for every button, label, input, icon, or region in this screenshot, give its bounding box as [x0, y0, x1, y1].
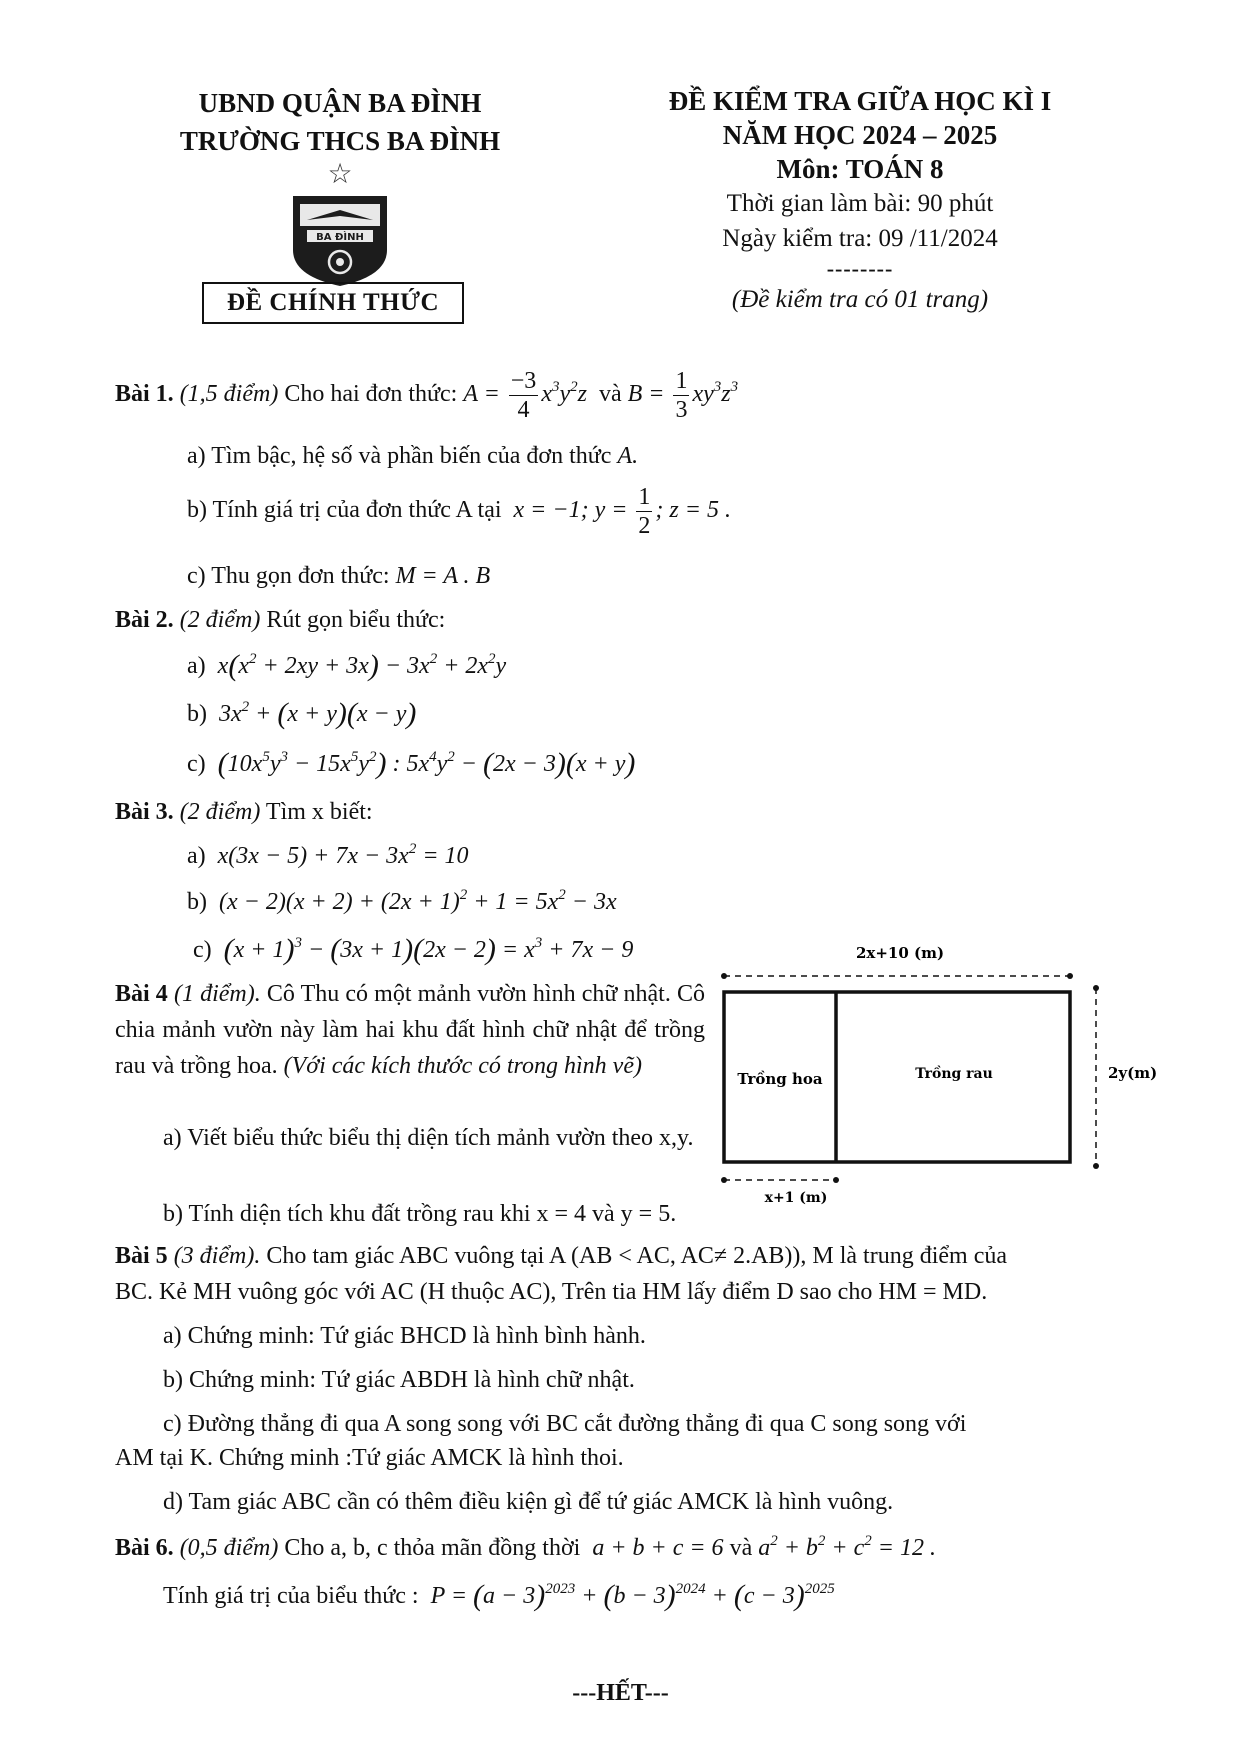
top-dimension-label: 2x+10 (m): [855, 944, 945, 962]
duration: Thời gian làm bài: 90 phút: [726, 190, 994, 217]
bai4-a: a) Viết biểu thức biểu thị diện tích mảnh vườn theo x,y.: [163, 1125, 694, 1151]
bai3-c: c) $(x + 1)^3 - (3x + 1)(2x - 2) = x^3 + 7x - 9$: [193, 933, 634, 966]
subject: Môn: TOÁN 8: [776, 154, 944, 184]
star-icon: ☆: [327, 159, 353, 190]
bai5-c2: AM tại K. Chứng minh :Tứ giác AMCK là hình thoi.: [115, 1445, 624, 1471]
bai6-line2: Tính giá trị của biểu thức : $P = (a - 3)^{2023} + (b - 3)^{2024} + (c - 3)^{2025}$: [163, 1579, 835, 1612]
bai3-a: a) $x(3x - 5) + 7x - 3x^2 = 10$: [187, 841, 469, 869]
bai5-d: d) Tam giác ABC cần có thêm điều kiện gì để tứ giác AMCK là hình vuông.: [163, 1489, 894, 1515]
bai2-a: a) $x(x^2 + 2xy + 3x) - 3x^2 + 2x^2y$: [187, 649, 507, 682]
bai3-b: b) $(x - 2)(x + 2) + (2x + 1)^2 + 1 = 5x^2 - 3x$: [187, 887, 617, 915]
bai3-heading: Bài 3. (2 điểm) Tìm x biết:: [115, 799, 373, 825]
school-logo: [285, 190, 395, 288]
bai5-line2: BC. Kẻ MH vuông góc với AC (H thuộc AC), Trên tia HM lấy điểm D sao cho HM = MD.: [115, 1279, 988, 1305]
bai5-a: a) Chứng minh: Tứ giác BHCD là hình bình hành.: [163, 1323, 646, 1349]
bai1-heading: Bài 1. (1,5 điểm) Cho hai đơn thức: A = $\frac{-3}{4}$ $x^3y^2z$ và B = $\frac{1}{3}$ $xy^3z^3$: [115, 367, 739, 423]
bai5-b: b) Chứng minh: Tứ giác ABDH là hình chữ nhật.: [163, 1367, 635, 1393]
bai6-line1: Bài 6. (0,5 điểm) Cho a, b, c thỏa mãn đồng thời a + b + c = 6 và $a^2 + b^2 + c^2 = 12$ .: [115, 1533, 936, 1561]
header-divider: --------: [826, 256, 894, 281]
bai2-c: c) $(10x^5y^3 - 15x^5y^2)$ : $5x^4y^2 - (2x - 3)(x + y)$: [187, 747, 636, 780]
vegetable-area-label: Trồng rau: [915, 1066, 993, 1082]
exam-date: Ngày kiểm tra: 09 /11/2024: [722, 225, 998, 252]
bai5-line1: Bài 5 (3 điểm). Cho tam giác ABC vuông tại A (AB < AC, AC≠ 2.AB)), M là trung điểm của: [115, 1243, 1007, 1269]
bai4-b: b) Tính diện tích khu đất trồng rau khi x = 4 và y = 5.: [163, 1201, 677, 1227]
end-marker: ---HẾT---: [572, 1680, 669, 1706]
monomial-b: B = $\frac{1}{3}$ $xy^3z^3$: [627, 367, 739, 423]
bai2-heading: Bài 2. (2 điểm) Rút gọn biểu thức:: [115, 607, 446, 633]
school-year: NĂM HỌC 2024 – 2025: [722, 120, 998, 150]
svg-text:BA ĐÌNH: BA ĐÌNH: [316, 232, 364, 243]
bottom-dimension-label: x+1 (m): [764, 1190, 828, 1206]
bai1-b: b) Tính giá trị của đơn thức A tại x = −1; y = $\frac{1}{2}$ ; z = 5 .: [187, 483, 731, 539]
bai1-c: c) Thu gọn đơn thức: M = A . B: [187, 563, 491, 589]
page-count-note: (Đề kiểm tra có 01 trang): [731, 286, 989, 313]
bai1-a: a) Tìm bậc, hệ số và phần biến của đơn thức A.: [187, 443, 639, 469]
exam-title: ĐỀ KIỂM TRA GIỮA HỌC KÌ I: [668, 86, 1052, 116]
exam-header: [640, 84, 1080, 320]
official-exam-label: ĐỀ CHÍNH THỨC: [202, 282, 464, 324]
bai4-text: Bài 4 (1 điểm). Cô Thu có một mảnh vườn hình chữ nhật. Cô chia mảnh vườn này làm hai khu đất hình chữ nhật để trồng rau và trồng hoa. (Với các kích thước có trong hình vẽ): [115, 981, 705, 1079]
bai2-b: b) $3x^2 + (x + y)(x - y)$: [187, 697, 417, 730]
garden-figure: [718, 940, 1158, 1210]
school-header: [160, 84, 520, 293]
bai5-c1: c) Đường thẳng đi qua A song song với BC cắt đường thẳng đi qua C song song với: [163, 1411, 967, 1437]
right-dimension-label: 2y(m): [1108, 1064, 1158, 1082]
flower-area-label: Trồng hoa: [737, 1070, 823, 1088]
monomial-a: A = $\frac{-3}{4}$ $x^3y^2z$: [463, 367, 587, 423]
school-name: TRƯỜNG THCS BA ĐÌNH: [179, 126, 501, 156]
district-name: UBND QUẬN BA ĐÌNH: [198, 88, 482, 118]
